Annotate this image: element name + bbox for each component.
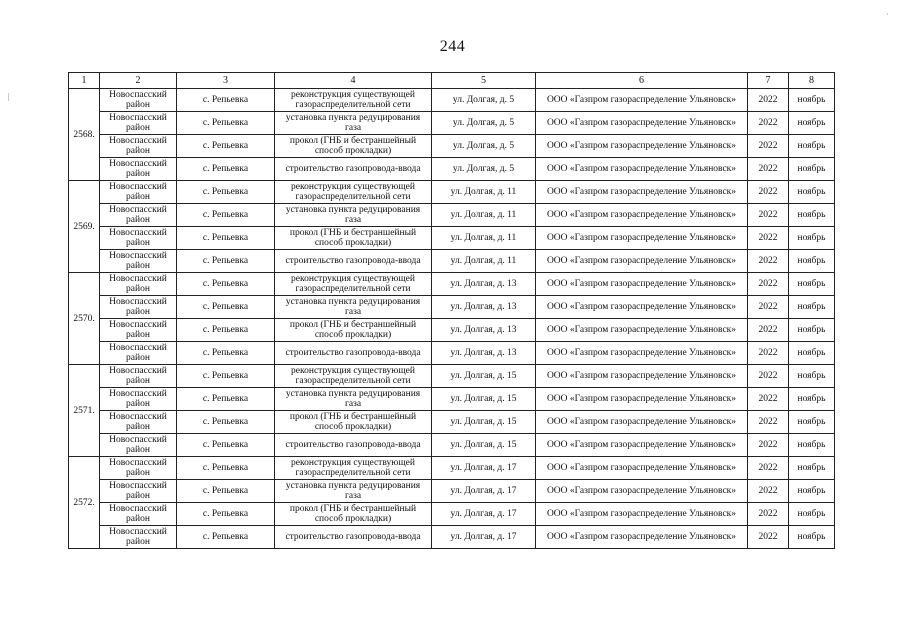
- district-cell: Новоспасский район: [100, 365, 177, 388]
- year-cell: 2022: [748, 227, 789, 250]
- month-cell: ноябрь: [789, 365, 835, 388]
- month-cell: ноябрь: [789, 181, 835, 204]
- header-cell: 2: [100, 73, 177, 89]
- organization-cell: ООО «Газпром газораспределение Ульяновск»: [536, 181, 748, 204]
- district-cell: Новоспасский район: [100, 388, 177, 411]
- table-row: [69, 204, 835, 227]
- header-cell: 1: [69, 73, 100, 89]
- group-number-cell: 2570.: [69, 273, 100, 365]
- month-cell: ноябрь: [789, 411, 835, 434]
- year-cell: 2022: [748, 411, 789, 434]
- header-cell: 4: [275, 73, 432, 89]
- table-row: [69, 135, 835, 158]
- header-cell: 7: [748, 73, 789, 89]
- district-cell: Новоспасский район: [100, 342, 177, 365]
- address-cell: ул. Долгая, д. 11: [432, 204, 536, 227]
- year-cell: 2022: [748, 434, 789, 457]
- month-cell: ноябрь: [789, 250, 835, 273]
- organization-cell: ООО «Газпром газораспределение Ульяновск»: [536, 273, 748, 296]
- work-type-cell: строительство газопровода-ввода: [275, 250, 432, 273]
- header-cell: 6: [536, 73, 748, 89]
- address-cell: ул. Долгая, д. 15: [432, 434, 536, 457]
- year-cell: 2022: [748, 158, 789, 181]
- organization-cell: ООО «Газпром газораспределение Ульяновск»: [536, 112, 748, 135]
- address-cell: ул. Долгая, д. 13: [432, 319, 536, 342]
- settlement-cell: с. Репьевка: [177, 273, 275, 296]
- table-row: [69, 526, 835, 549]
- organization-cell: ООО «Газпром газораспределение Ульяновск»: [536, 158, 748, 181]
- month-cell: ноябрь: [789, 342, 835, 365]
- settlement-cell: с. Репьевка: [177, 296, 275, 319]
- work-type-cell: прокол (ГНБ и бестраншейный способ прокладки): [275, 227, 432, 250]
- organization-cell: ООО «Газпром газораспределение Ульяновск»: [536, 457, 748, 480]
- settlement-cell: с. Репьевка: [177, 227, 275, 250]
- district-cell: Новоспасский район: [100, 89, 177, 112]
- district-cell: Новоспасский район: [100, 526, 177, 549]
- year-cell: 2022: [748, 273, 789, 296]
- work-type-cell: установка пункта редуцирования газа: [275, 112, 432, 135]
- year-cell: 2022: [748, 319, 789, 342]
- address-cell: ул. Долгая, д. 15: [432, 411, 536, 434]
- work-type-cell: установка пункта редуцирования газа: [275, 388, 432, 411]
- settlement-cell: с. Репьевка: [177, 158, 275, 181]
- header-cell: 8: [789, 73, 835, 89]
- table-row: [69, 296, 835, 319]
- work-type-cell: строительство газопровода-ввода: [275, 158, 432, 181]
- district-cell: Новоспасский район: [100, 135, 177, 158]
- work-type-cell: прокол (ГНБ и бестраншейный способ прокладки): [275, 411, 432, 434]
- table-row: [69, 89, 835, 112]
- organization-cell: ООО «Газпром газораспределение Ульяновск»: [536, 135, 748, 158]
- district-cell: Новоспасский район: [100, 227, 177, 250]
- organization-cell: ООО «Газпром газораспределение Ульяновск»: [536, 365, 748, 388]
- table-row: [69, 181, 835, 204]
- settlement-cell: с. Репьевка: [177, 181, 275, 204]
- table-row: [69, 342, 835, 365]
- table-row: [69, 411, 835, 434]
- month-cell: ноябрь: [789, 526, 835, 549]
- work-type-cell: реконструкция существующей газораспределительной сети: [275, 365, 432, 388]
- header-cell: 5: [432, 73, 536, 89]
- table-row: [69, 365, 835, 388]
- year-cell: 2022: [748, 112, 789, 135]
- district-cell: Новоспасский район: [100, 204, 177, 227]
- year-cell: 2022: [748, 457, 789, 480]
- organization-cell: ООО «Газпром газораспределение Ульяновск»: [536, 480, 748, 503]
- organization-cell: ООО «Газпром газораспределение Ульяновск»: [536, 227, 748, 250]
- year-cell: 2022: [748, 89, 789, 112]
- address-cell: ул. Долгая, д. 11: [432, 227, 536, 250]
- organization-cell: ООО «Газпром газораспределение Ульяновск»: [536, 388, 748, 411]
- table-body: [69, 89, 835, 549]
- address-cell: ул. Долгая, д. 11: [432, 181, 536, 204]
- organization-cell: ООО «Газпром газораспределение Ульяновск»: [536, 434, 748, 457]
- header-row: [69, 73, 835, 89]
- year-cell: 2022: [748, 250, 789, 273]
- district-cell: Новоспасский район: [100, 181, 177, 204]
- table-row: [69, 227, 835, 250]
- settlement-cell: с. Репьевка: [177, 434, 275, 457]
- address-cell: ул. Долгая, д. 17: [432, 503, 536, 526]
- year-cell: 2022: [748, 135, 789, 158]
- address-cell: ул. Долгая, д. 15: [432, 365, 536, 388]
- month-cell: ноябрь: [789, 89, 835, 112]
- group-number-cell: 2568.: [69, 89, 100, 181]
- page-number: 244: [439, 38, 466, 55]
- settlement-cell: с. Репьевка: [177, 411, 275, 434]
- district-cell: Новоспасский район: [100, 503, 177, 526]
- table-row: [69, 434, 835, 457]
- settlement-cell: с. Репьевка: [177, 457, 275, 480]
- table-row: [69, 158, 835, 181]
- address-cell: ул. Долгая, д. 13: [432, 273, 536, 296]
- month-cell: ноябрь: [789, 480, 835, 503]
- address-cell: ул. Долгая, д. 5: [432, 135, 536, 158]
- district-cell: Новоспасский район: [100, 112, 177, 135]
- organization-cell: ООО «Газпром газораспределение Ульяновск»: [536, 342, 748, 365]
- work-type-cell: реконструкция существующей газораспределительной сети: [275, 457, 432, 480]
- work-type-cell: установка пункта редуцирования газа: [275, 480, 432, 503]
- settlement-cell: с. Репьевка: [177, 319, 275, 342]
- address-cell: ул. Долгая, д. 13: [432, 296, 536, 319]
- settlement-cell: с. Репьевка: [177, 388, 275, 411]
- group-number-cell: 2569.: [69, 181, 100, 273]
- address-cell: ул. Долгая, д. 11: [432, 250, 536, 273]
- settlement-cell: с. Репьевка: [177, 250, 275, 273]
- year-cell: 2022: [748, 365, 789, 388]
- group-number-cell: 2571.: [69, 365, 100, 457]
- district-cell: Новоспасский район: [100, 411, 177, 434]
- table-row: [69, 480, 835, 503]
- month-cell: ноябрь: [789, 388, 835, 411]
- month-cell: ноябрь: [789, 227, 835, 250]
- header-cell: 3: [177, 73, 275, 89]
- address-cell: ул. Долгая, д. 13: [432, 342, 536, 365]
- organization-cell: ООО «Газпром газораспределение Ульяновск»: [536, 204, 748, 227]
- address-cell: ул. Долгая, д. 15: [432, 388, 536, 411]
- settlement-cell: с. Репьевка: [177, 480, 275, 503]
- month-cell: ноябрь: [789, 204, 835, 227]
- table-row: [69, 112, 835, 135]
- year-cell: 2022: [748, 204, 789, 227]
- year-cell: 2022: [748, 526, 789, 549]
- address-cell: ул. Долгая, д. 5: [432, 89, 536, 112]
- organization-cell: ООО «Газпром газораспределение Ульяновск»: [536, 89, 748, 112]
- address-cell: ул. Долгая, д. 17: [432, 526, 536, 549]
- work-type-cell: прокол (ГНБ и бестраншейный способ прокладки): [275, 135, 432, 158]
- settlement-cell: с. Репьевка: [177, 365, 275, 388]
- month-cell: ноябрь: [789, 112, 835, 135]
- year-cell: 2022: [748, 480, 789, 503]
- scan-mark: |: [8, 92, 10, 101]
- month-cell: ноябрь: [789, 296, 835, 319]
- table-row: [69, 457, 835, 480]
- year-cell: 2022: [748, 503, 789, 526]
- table-row: [69, 503, 835, 526]
- month-cell: ноябрь: [789, 434, 835, 457]
- district-cell: Новоспасский район: [100, 250, 177, 273]
- work-type-cell: реконструкция существующей газораспределительной сети: [275, 89, 432, 112]
- month-cell: ноябрь: [789, 503, 835, 526]
- table-row: [69, 273, 835, 296]
- month-cell: ноябрь: [789, 135, 835, 158]
- settlement-cell: с. Репьевка: [177, 342, 275, 365]
- work-type-cell: установка пункта редуцирования газа: [275, 204, 432, 227]
- year-cell: 2022: [748, 388, 789, 411]
- settlement-cell: с. Репьевка: [177, 204, 275, 227]
- work-type-cell: строительство газопровода-ввода: [275, 526, 432, 549]
- organization-cell: ООО «Газпром газораспределение Ульяновск»: [536, 250, 748, 273]
- work-type-cell: установка пункта редуцирования газа: [275, 296, 432, 319]
- table-row: [69, 319, 835, 342]
- address-cell: ул. Долгая, д. 5: [432, 158, 536, 181]
- organization-cell: ООО «Газпром газораспределение Ульяновск»: [536, 411, 748, 434]
- work-type-cell: строительство газопровода-ввода: [275, 342, 432, 365]
- year-cell: 2022: [748, 342, 789, 365]
- district-cell: Новоспасский район: [100, 319, 177, 342]
- month-cell: ноябрь: [789, 319, 835, 342]
- organization-cell: ООО «Газпром газораспределение Ульяновск»: [536, 526, 748, 549]
- data-table: [68, 72, 835, 549]
- year-cell: 2022: [748, 181, 789, 204]
- district-cell: Новоспасский район: [100, 434, 177, 457]
- month-cell: ноябрь: [789, 457, 835, 480]
- organization-cell: ООО «Газпром газораспределение Ульяновск»: [536, 296, 748, 319]
- settlement-cell: с. Репьевка: [177, 135, 275, 158]
- organization-cell: ООО «Газпром газораспределение Ульяновск»: [536, 503, 748, 526]
- settlement-cell: с. Репьевка: [177, 503, 275, 526]
- work-type-cell: прокол (ГНБ и бестраншейный способ прокладки): [275, 503, 432, 526]
- month-cell: ноябрь: [789, 273, 835, 296]
- table-row: [69, 388, 835, 411]
- work-type-cell: реконструкция существующей газораспределительной сети: [275, 181, 432, 204]
- address-cell: ул. Долгая, д. 17: [432, 457, 536, 480]
- settlement-cell: с. Репьевка: [177, 89, 275, 112]
- work-type-cell: реконструкция существующей газораспределительной сети: [275, 273, 432, 296]
- group-number-cell: 2572.: [69, 457, 100, 549]
- work-type-cell: прокол (ГНБ и бестраншейный способ прокладки): [275, 319, 432, 342]
- year-cell: 2022: [748, 296, 789, 319]
- work-type-cell: строительство газопровода-ввода: [275, 434, 432, 457]
- address-cell: ул. Долгая, д. 5: [432, 112, 536, 135]
- settlement-cell: с. Репьевка: [177, 526, 275, 549]
- organization-cell: ООО «Газпром газораспределение Ульяновск»: [536, 319, 748, 342]
- district-cell: Новоспасский район: [100, 273, 177, 296]
- scan-mark: ·: [886, 10, 889, 19]
- settlement-cell: с. Репьевка: [177, 112, 275, 135]
- district-cell: Новоспасский район: [100, 158, 177, 181]
- month-cell: ноябрь: [789, 158, 835, 181]
- district-cell: Новоспасский район: [100, 457, 177, 480]
- district-cell: Новоспасский район: [100, 296, 177, 319]
- address-cell: ул. Долгая, д. 17: [432, 480, 536, 503]
- table-row: [69, 250, 835, 273]
- district-cell: Новоспасский район: [100, 480, 177, 503]
